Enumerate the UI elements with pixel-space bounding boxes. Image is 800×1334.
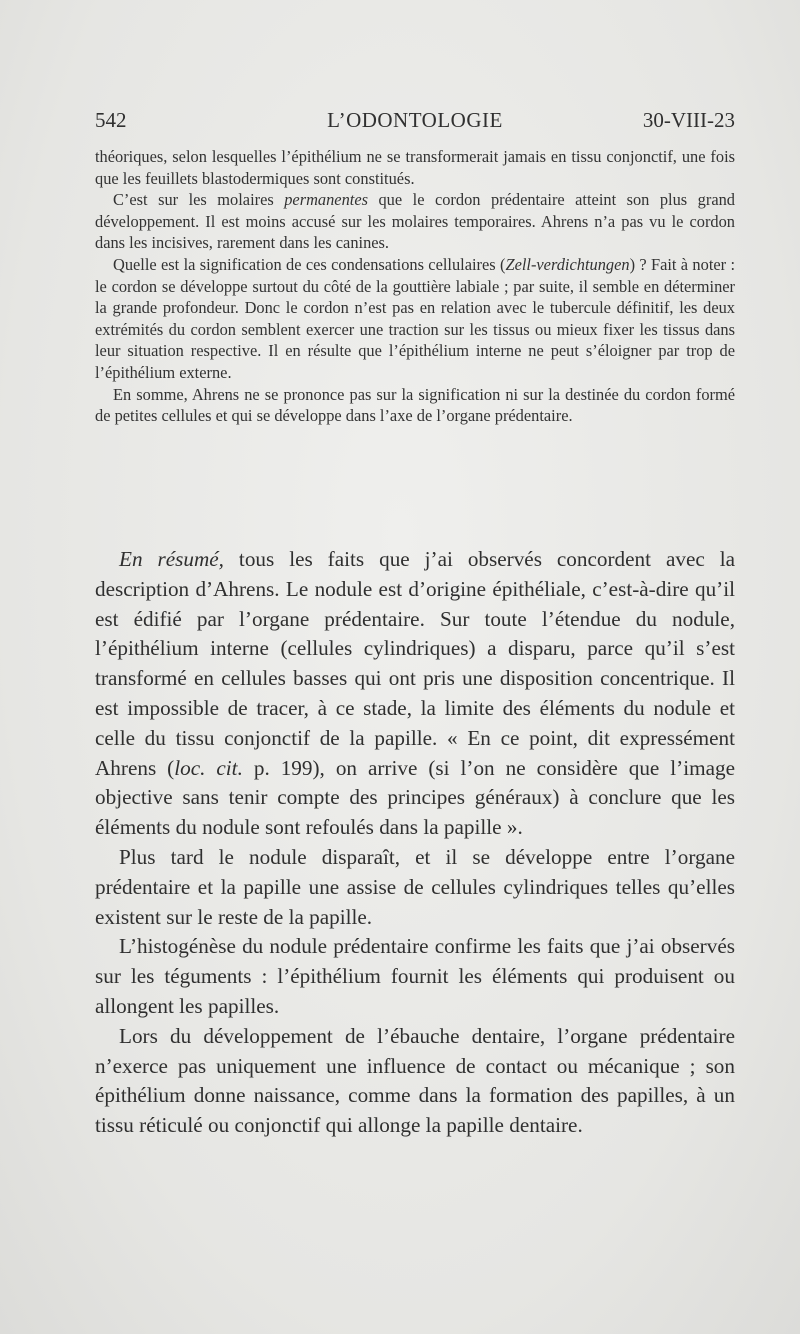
text-run: tous les faits que j’ai observés concordent avec la description d’Ahrens. Le nodule est d’origine épithéliale, c’est-à-dire qu’il est édifié par l’organe prédentaire. Sur toute l’étendue du nodule, l’épithélium interne (cellules cylindriques) a disparu, parce qu’il s’est transformé en cellules basses qui ont pris une disposition concentrique. Il est impossible de tracer, à ce stade, la limite des éléments du nodule et celle du tissu conjonctif de la papille. « En ce point, dit expressément Ahrens ( (95, 547, 736, 780)
paragraph (95, 545, 735, 843)
text-run: C’est sur les molaires (113, 190, 285, 210)
text-run: ) ? Fait à noter : le cordon se développe surtout du côté de la gouttière labiale ; par suite, il semble en déterminer la grande profondeur. Donc le cordon n’est pas en relation avec le tubercule définitif, les deux extrémités du cordon semblent exercer une traction sur les tissus ou mieux fixer les tissus dans leur situation respective. Il en résulte que l’épithélium interne ne peut s’éloigner par trop de l’épithélium externe. (95, 254, 735, 382)
paragraph: En somme, Ahrens ne se prononce pas sur la signification ni sur la destinée du cordon formé de petites cellules et qui se développe dans l’axe de l’organe prédentaire. (95, 384, 735, 426)
text-run: Quelle est la signification de ces condensations cellulaires ( (113, 254, 506, 274)
emphasis: permanentes (284, 190, 368, 210)
citation: loc. cit. (174, 755, 243, 780)
text-run: p. 199), on arrive (si l’on ne considère que l’image objective sans tenir compte des principes généraux) à conclure que les éléments du nodule sont refoulés dans la papille ». (95, 755, 736, 840)
small-print-section (95, 146, 735, 427)
paragraph (95, 254, 735, 384)
page-number: 542 (95, 108, 127, 132)
journal-title: L’ODONTOLOGIE (327, 108, 503, 132)
running-header (95, 104, 735, 134)
issue-date: 30-VIII-23 (642, 108, 735, 132)
paragraph: L’histogénèse du nodule prédentaire confirme les faits que j’ai observés sur les téguments : l’épithélium fournit les éléments qui produisent ou allongent les papilles. (95, 934, 735, 1018)
main-text-section (95, 545, 735, 1141)
emphasis: Zell-verdichtungen (505, 254, 630, 274)
emphasis: En résumé, (119, 547, 224, 571)
text-run: que le cordon prédentaire atteint son plus grand développement. Il est moins accusé sur les molaires temporaires. Ahrens n’a pas vu le cordon dans les incisives, rarement dans les canines. (95, 190, 735, 253)
paragraph: Plus tard le nodule disparaît, et il se développe entre l’organe prédentaire et la papille une assise de cellules cylindriques telles qu’elles existent sur le reste de la papille. (95, 844, 735, 929)
paragraph (95, 189, 735, 254)
paragraph: théoriques, selon lesquelles l’épithélium ne se transformerait jamais en tissu conjonctif, une fois que les feuillets blastodermiques sont constitués. (95, 147, 735, 188)
paragraph: Lors du développement de l’ébauche dentaire, l’organe prédentaire n’exerce pas uniquement une influence de contact ou mécanique ; son épithélium donne naissance, comme dans la formation des papilles, à un tissu réticulé ou conjonctif qui allonge la papille dentaire. (95, 1023, 735, 1138)
